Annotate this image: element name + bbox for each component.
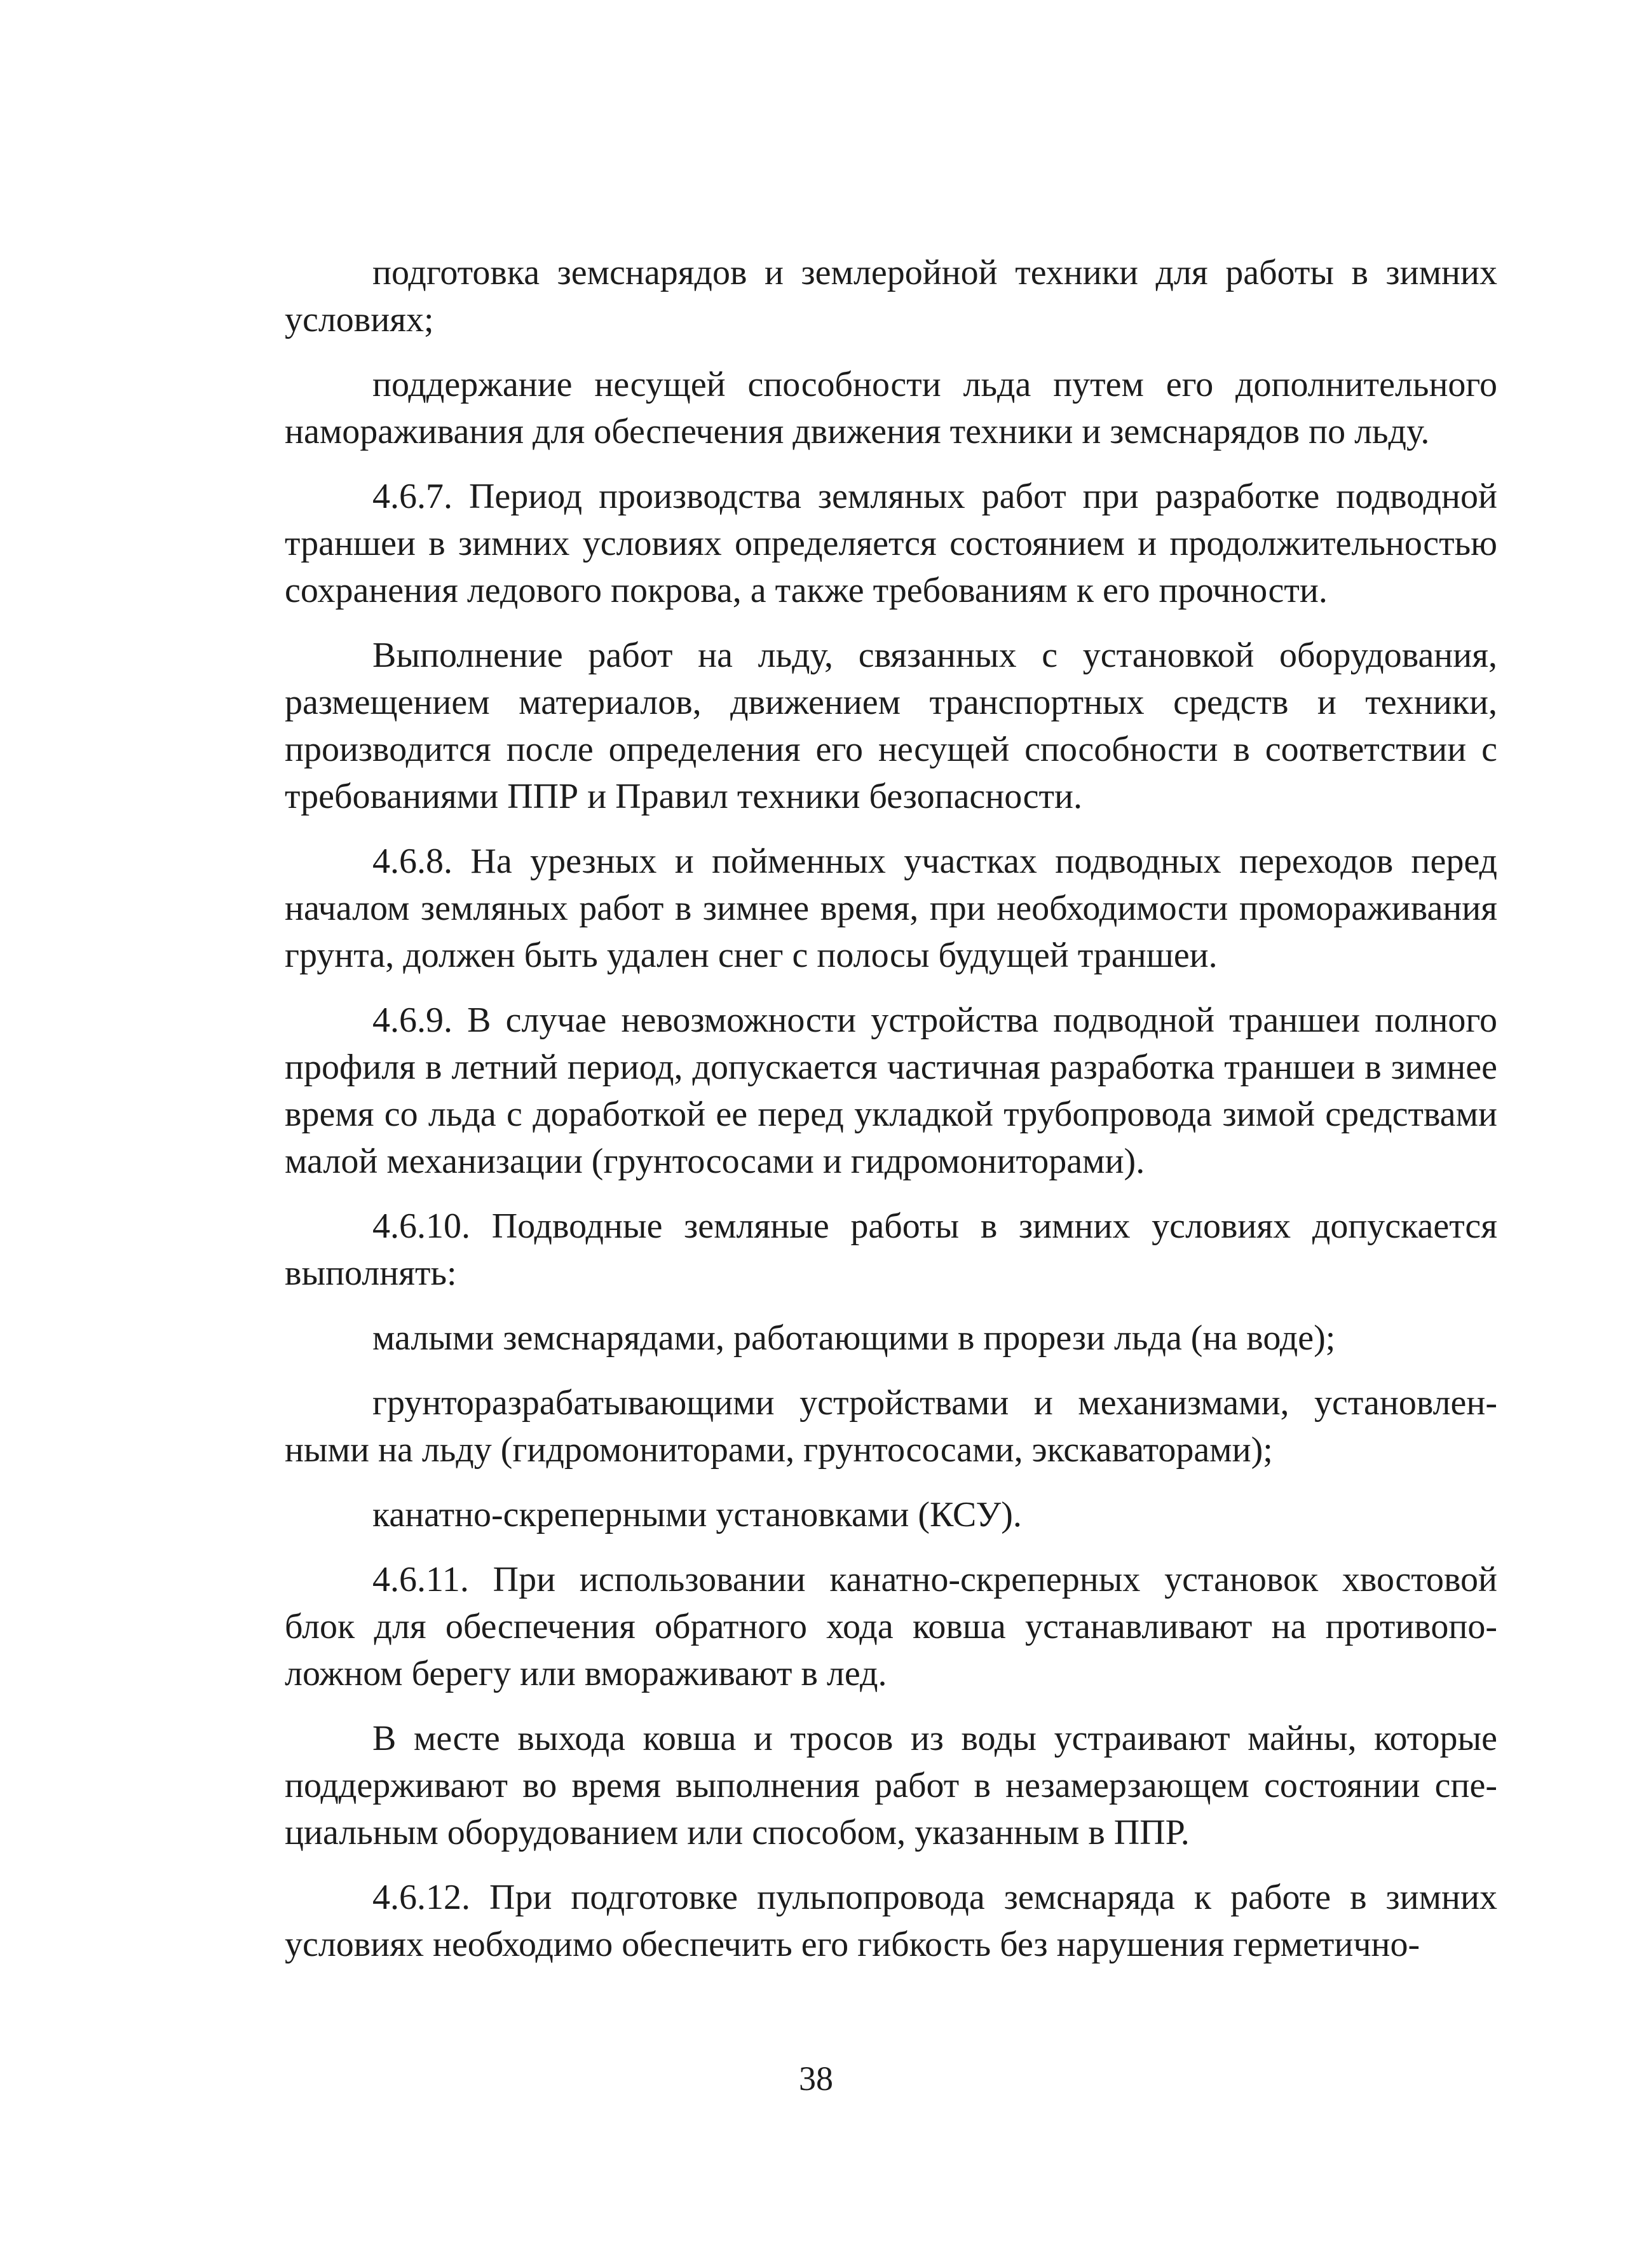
paragraph: подготовка земснарядов и землеройной техники для работы в зимних условиях; (285, 253, 1497, 339)
paragraph: 4.6.10. Подводные земляные работы в зимних условиях допускается выполнять: (285, 1206, 1497, 1293)
paragraph: поддержание несущей способности льда путем его дополнительного намораживания для обеспечения движения техники и земснарядов по льду. (285, 365, 1497, 451)
paragraph: 4.6.9. В случае невозможности устройства подводной траншеи полного профиля в летний период, допускается частичная разработка траншеи в зимнее время со льда с доработкой ее перед укладкой трубопровода зимой средствами малой механизации (грунтососами и гидромониторами). (285, 1001, 1497, 1181)
paragraph: канатно-скреперными установками (КСУ). (372, 1495, 1022, 1534)
paragraph: малыми земснарядами, работающими в прорези льда (на воде); (372, 1318, 1336, 1358)
paragraph: 4.6.12. При подготовке пульпопровода земснаряда к работе в зимних условиях необходимо обеспечить его гибкость без нарушения герметично- (285, 1878, 1497, 1964)
paragraph: грунторазрабатывающими устройствами и механизмами, установленными на льду (гидромониторами, грунтососами, экскаваторами); (285, 1383, 1497, 1470)
paragraph: 4.6.8. На урезных и пойменных участках подводных переходов перед началом земляных работ в зимнее время, при необходимости промораживания грунта, должен быть удален снег с полосы будущей траншеи. (285, 842, 1497, 975)
paragraph: Выполнение работ на льду, связанных с установкой оборудования, размещением материалов, движением транспортных средств и техники, производится после определения его несущей способности в соответствии с требованиями ППР и Правил техники безопасности. (285, 636, 1497, 816)
paragraph: В месте выхода ковша и тросов из воды устраивают майны, которые поддерживают во время выполнения работ в незамерзающем состоянии специальным оборудованием или способом, указанным в ППР. (285, 1719, 1497, 1852)
page-number: 38 (799, 2060, 833, 2098)
paragraph: 4.6.11. При использовании канатно-скреперных установок хвостовой блок для обеспечения обратного хода ковша устанавливают на противоположном берегу или вмораживают в лед. (285, 1560, 1497, 1693)
document-body (285, 249, 1497, 1986)
paragraph: 4.6.7. Период производства земляных работ при разработке подводной траншеи в зимних условиях определяется состоянием и продолжительностью сохранения ледового покрова, а также требованиям к его прочности. (285, 477, 1497, 610)
